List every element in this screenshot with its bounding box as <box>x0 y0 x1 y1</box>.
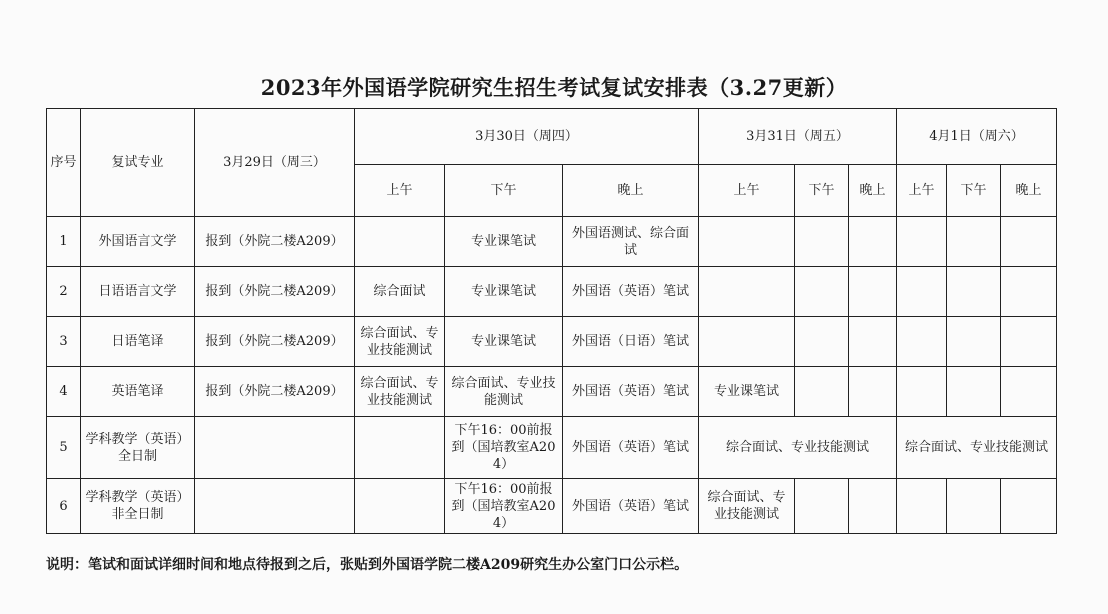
empty-cell <box>849 317 897 367</box>
header-0401-eve: 晚上 <box>1001 165 1057 217</box>
empty-cell <box>699 317 795 367</box>
row-no: 1 <box>47 217 81 267</box>
header-0331-am: 上午 <box>699 165 795 217</box>
empty-cell <box>849 479 897 534</box>
header-0331-eve: 晚上 <box>849 165 897 217</box>
header-date-0331: 3月31日（周五） <box>699 109 897 165</box>
empty-cell <box>947 479 1001 534</box>
row-0330-eve: 外国语（英语）笔试 <box>563 417 699 479</box>
row-0331-am: 综合面试、专业技能测试 <box>699 479 795 534</box>
row-0330-pm: 综合面试、专业技能测试 <box>445 367 563 417</box>
header-row-dates <box>47 109 1057 165</box>
row-0330-am <box>355 217 445 267</box>
empty-cell <box>1001 217 1057 267</box>
empty-cell <box>947 367 1001 417</box>
row-major: 日语语言文学 <box>81 267 195 317</box>
empty-cell <box>897 367 947 417</box>
row-0330-eve: 外国语（英语）笔试 <box>563 267 699 317</box>
table-row <box>47 417 1057 479</box>
row-0329 <box>195 479 355 534</box>
empty-cell <box>849 367 897 417</box>
row-0330-pm: 下午16：00前报到（国培教室A204） <box>445 417 563 479</box>
row-major: 外国语言文学 <box>81 217 195 267</box>
row-0330-pm: 专业课笔试 <box>445 267 563 317</box>
row-0330-am <box>355 417 445 479</box>
empty-cell <box>947 317 1001 367</box>
row-0329: 报到（外院二楼A209） <box>195 217 355 267</box>
row-0330-pm: 专业课笔试 <box>445 217 563 267</box>
row-no: 2 <box>47 267 81 317</box>
header-0331-pm: 下午 <box>795 165 849 217</box>
row-major: 学科教学（英语）全日制 <box>81 417 195 479</box>
empty-cell <box>1001 479 1057 534</box>
row-0330-eve: 外国语（英语）笔试 <box>563 479 699 534</box>
row-no: 3 <box>47 317 81 367</box>
empty-cell <box>795 367 849 417</box>
row-0329: 报到（外院二楼A209） <box>195 267 355 317</box>
table-row <box>47 317 1057 367</box>
header-date-0330: 3月30日（周四） <box>355 109 699 165</box>
empty-cell <box>1001 317 1057 367</box>
row-0331-am: 专业课笔试 <box>699 367 795 417</box>
row-0330-am: 综合面试、专业技能测试 <box>355 367 445 417</box>
row-0401-merged: 综合面试、专业技能测试 <box>897 417 1057 479</box>
header-date-0401: 4月1日（周六） <box>897 109 1057 165</box>
row-major: 日语笔译 <box>81 317 195 367</box>
row-0330-am: 综合面试 <box>355 267 445 317</box>
row-0330-eve: 外国语测试、综合面试 <box>563 217 699 267</box>
empty-cell <box>699 267 795 317</box>
empty-cell <box>795 217 849 267</box>
empty-cell <box>947 217 1001 267</box>
row-0331-merged: 综合面试、专业技能测试 <box>699 417 897 479</box>
empty-cell <box>699 217 795 267</box>
empty-cell <box>849 267 897 317</box>
row-0330-eve: 外国语（英语）笔试 <box>563 367 699 417</box>
header-seq: 序号 <box>47 109 81 217</box>
empty-cell <box>897 267 947 317</box>
row-no: 6 <box>47 479 81 534</box>
empty-cell <box>897 479 947 534</box>
table-row <box>47 367 1057 417</box>
empty-cell <box>795 479 849 534</box>
row-0330-eve: 外国语（日语）笔试 <box>563 317 699 367</box>
header-0330-am: 上午 <box>355 165 445 217</box>
table-row <box>47 267 1057 317</box>
header-0330-eve: 晚上 <box>563 165 699 217</box>
empty-cell <box>849 217 897 267</box>
row-0330-pm: 专业课笔试 <box>445 317 563 367</box>
row-0330-am <box>355 479 445 534</box>
page-title: 2023年外国语学院研究生招生考试复试安排表（3.27更新） <box>260 75 848 100</box>
schedule-table <box>46 108 1057 534</box>
row-0329 <box>195 417 355 479</box>
empty-cell <box>1001 367 1057 417</box>
row-0330-pm: 下午16：00前报到（国培教室A204） <box>445 479 563 534</box>
row-0329: 报到（外院二楼A209） <box>195 367 355 417</box>
table-row <box>47 479 1057 534</box>
row-major: 英语笔译 <box>81 367 195 417</box>
empty-cell <box>1001 267 1057 317</box>
header-0401-am: 上午 <box>897 165 947 217</box>
header-0401-pm: 下午 <box>947 165 1001 217</box>
row-0330-am: 综合面试、专业技能测试 <box>355 317 445 367</box>
table-row <box>47 217 1057 267</box>
row-no: 4 <box>47 367 81 417</box>
empty-cell <box>795 267 849 317</box>
header-date-0329: 3月29日（周三） <box>195 109 355 217</box>
row-major: 学科教学（英语）非全日制 <box>81 479 195 534</box>
header-major: 复试专业 <box>81 109 195 217</box>
empty-cell <box>947 267 1001 317</box>
header-0330-pm: 下午 <box>445 165 563 217</box>
empty-cell <box>897 217 947 267</box>
row-no: 5 <box>47 417 81 479</box>
footnote: 说明：笔试和面试详细时间和地点待报到之后，张贴到外国语学院二楼A209研究生办公室门口公示栏。 <box>46 557 689 573</box>
empty-cell <box>897 317 947 367</box>
row-0329: 报到（外院二楼A209） <box>195 317 355 367</box>
empty-cell <box>795 317 849 367</box>
